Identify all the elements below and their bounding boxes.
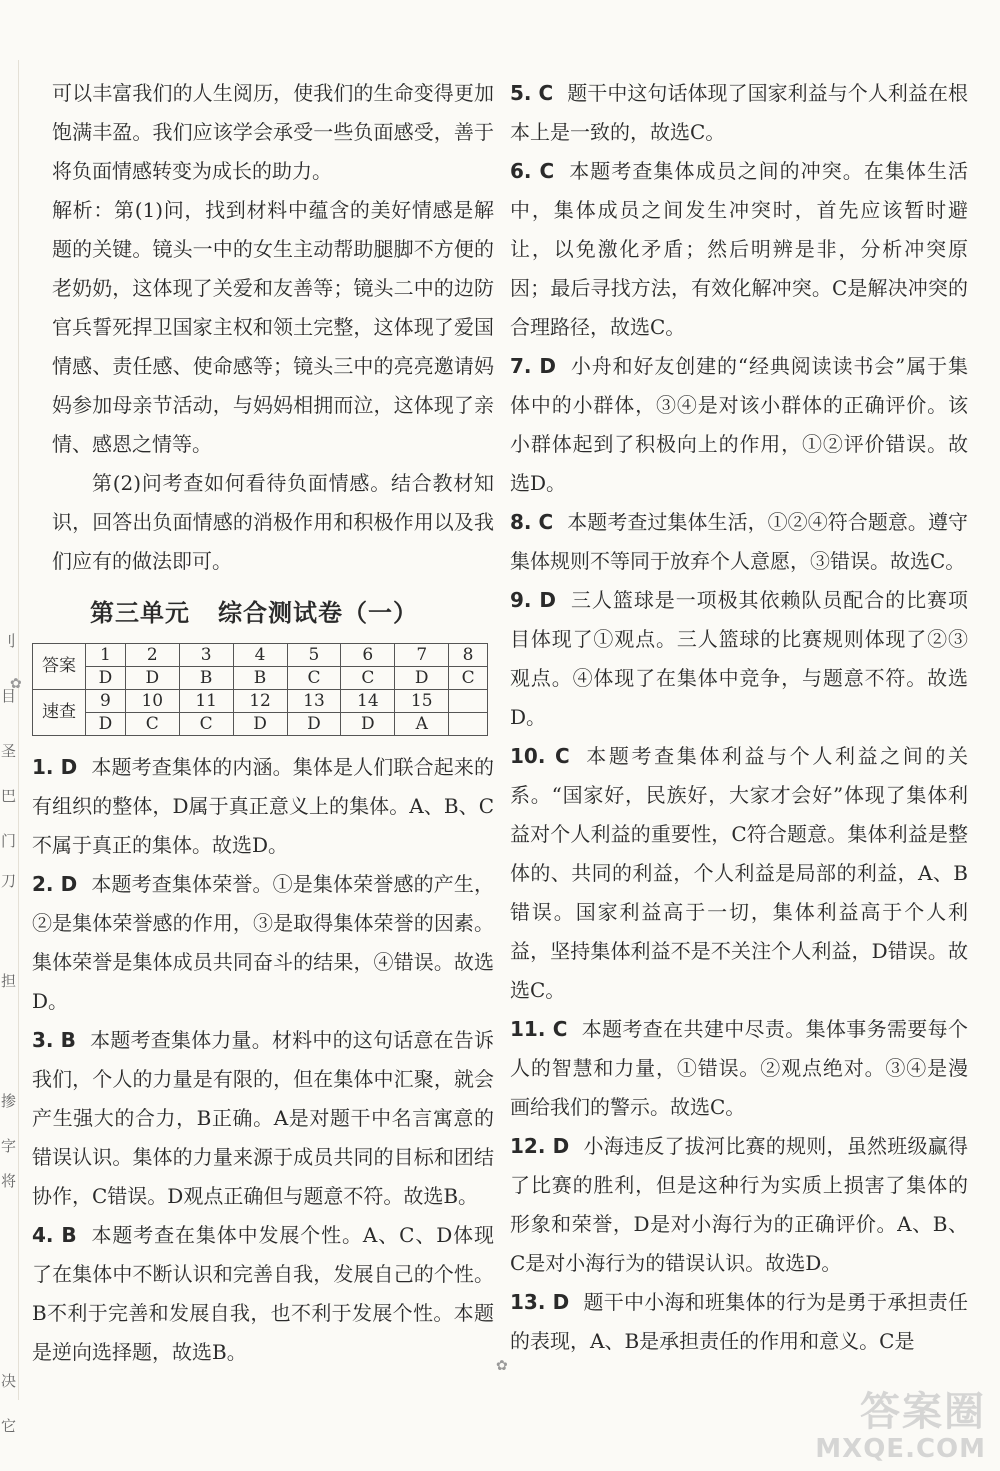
intro-paragraph: 可以丰富我们的人生阅历，使我们的生命变得更加饱满丰盈。我们应该学会承受一些负面感受，善于将负面情感转变为成长的助力。 [52, 81, 494, 183]
margin-char: 目 [1, 687, 17, 705]
answer-item [510, 503, 968, 581]
binding-margin [0, 60, 19, 1435]
watermark-text: 答案圈 [860, 1389, 986, 1435]
table-label-top: 答案 [33, 644, 86, 690]
margin-char: 将 [1, 1172, 17, 1190]
table-cell: 3 [179, 644, 233, 667]
table-cell: 7 [395, 644, 449, 667]
answer-text: 本题考查在共建中尽责。集体事务需要每个人的智慧和力量，①错误。②观点绝对。③④是漫画给我们的警示。故选C。 [510, 1017, 968, 1119]
answer-text: 本题考查集体力量。材料中的这句话意在告诉我们，个人的力量是有限的，但在集体中汇聚，就会产生强大的合力，B正确。A是对题干中名言寓意的错误认识。集体的力量来源于成员共同的目标和团结协作，C错误。D观点正确但与题意不符。故选B。 [32, 1028, 494, 1208]
answer-item [510, 1010, 968, 1127]
answer-text: 三人篮球是一项极其依赖队员配合的比赛项目体现了①观点。三人篮球的比赛规则体现了②③观点。④体现了在集体中竞争，与题意不符。故选D。 [510, 588, 969, 729]
answer-number: 6. C [510, 159, 555, 183]
table-cell: 8 [449, 644, 488, 667]
table-cell [449, 713, 488, 736]
answer-number: 2. D [32, 872, 78, 896]
answer-number: 9. D [510, 588, 557, 612]
watermark-logo [815, 1389, 986, 1463]
answer-text: 本题考查过集体生活，①②④符合题意。遵守集体规则不等同于放弃个人意愿，③错误。故选C。 [510, 510, 969, 573]
table-cell: 2 [125, 644, 179, 667]
table-cell: 11 [179, 690, 233, 713]
table-cell: 15 [395, 690, 449, 713]
table-cell: B [179, 667, 233, 690]
margin-char: 决 [1, 1372, 17, 1390]
margin-char: 巴 [1, 787, 17, 805]
test-title: 综合测试卷（一） [218, 599, 418, 627]
answer-number: 1. D [32, 755, 78, 779]
answer-text: 题干中小海和班集体的行为是勇于承担责任的表现，A、B是承担责任的作用和意义。C是 [510, 1290, 968, 1353]
table-cell: D [86, 667, 126, 690]
answer-item [32, 1021, 494, 1216]
divider-ornament-icon: ✿ [496, 1358, 508, 1374]
table-cell: D [341, 713, 395, 736]
answer-number: 11. C [510, 1017, 568, 1041]
table-cell: 5 [287, 644, 341, 667]
answer-number: 5. C [510, 81, 554, 105]
table-cell: C [125, 713, 179, 736]
table-cell: C [287, 667, 341, 690]
answer-item [510, 152, 968, 347]
table-cell: 14 [341, 690, 395, 713]
answer-item [510, 347, 968, 503]
table-cell: 4 [233, 644, 287, 667]
table-cell: D [86, 713, 126, 736]
margin-char: 刀 [1, 872, 17, 890]
table-cell: 12 [233, 690, 287, 713]
answer-text: 小舟和好友创建的“经典阅读读书会”属于集体中的小群体，③④是对该小群体的正确评价。该小群体起到了积极向上的作用，①②评价错误。故选D。 [510, 354, 969, 495]
answer-number: 13. D [510, 1290, 570, 1314]
answer-text: 本题考查集体利益与个人利益之间的关系。“国家好，民族好，大家才会好”体现了集体利益对个人利益的重要性，C符合题意。集体利益是整体的、共同的利益，个人利益是局部的利益，A、B错误。国家利益高于一切，集体利益高于个人利益，坚持集体利益不是不关注个人利益，D错误。故选C。 [510, 744, 969, 1002]
table-cell: 10 [125, 690, 179, 713]
table-cell: C [341, 667, 395, 690]
table-cell: 13 [287, 690, 341, 713]
margin-char: 它 [1, 1417, 17, 1435]
margin-char: 门 [1, 832, 17, 850]
answer-item [32, 748, 494, 865]
answer-quick-table [32, 643, 488, 736]
answer-text: 本题考查集体成员之间的冲突。在集体生活中，集体成员之间发生冲突时，首先应该暂时避让，以免激化矛盾；然后明辨是非，分析冲突原因；最后寻找方法，有效化解冲突。C是解决冲突的合理路径，故选C。 [510, 159, 969, 339]
table-cell: 9 [86, 690, 126, 713]
table-label-bottom: 速查 [33, 690, 86, 736]
answer-number: 10. C [510, 744, 570, 768]
answer-text: 本题考查集体的内涵。集体是人们联合起来的有组织的整体，D属于真正意义上的集体。A、B、C不属于真正的集体。故选D。 [32, 755, 495, 857]
answer-number: 8. C [510, 510, 554, 534]
table-cell: A [395, 713, 449, 736]
table-cell: D [233, 713, 287, 736]
answer-item [510, 1127, 968, 1283]
table-cell: 6 [341, 644, 395, 667]
table-cell: D [125, 667, 179, 690]
answer-number: 4. B [32, 1223, 77, 1247]
answer-text: 小海违反了拔河比赛的规则，虽然班级赢得了比赛的胜利，但是这种行为实质上损害了集体的形象和荣誉，D是对小海行为的正确评价。A、B、C是对小海行为的错误认识。故选D。 [510, 1134, 968, 1275]
answer-item [510, 1283, 968, 1361]
margin-char: 担 [1, 972, 17, 990]
table-cell: C [179, 713, 233, 736]
answer-number: 7. D [510, 354, 556, 378]
table-cell: B [233, 667, 287, 690]
table-cell [449, 690, 488, 713]
table-cell: D [395, 667, 449, 690]
answer-text: 本题考查在集体中发展个性。A、C、D体现了在集体中不断认识和完善自我，发展自己的个性。B不利于完善和发展自我，也不利于发展个性。本题是逆向选择题，故选B。 [32, 1223, 494, 1364]
table-cell: 1 [86, 644, 126, 667]
divider-ornament-icon: ✿ [10, 676, 22, 692]
analysis-paragraph: 解析：第(1)问，找到材料中蕴含的美好情感是解题的关键。镜头一中的女生主动帮助腿脚不方便的老奶奶，这体现了关爱和友善等；镜头二中的边防官兵誓死捍卫国家主权和领土完整，这体现了爱国情感、责任感、使命感等；镜头三中的亮亮邀请妈妈参加母亲节活动，与妈妈相拥而泣，这体现了亲情、感恩之情等。 [52, 198, 494, 456]
table-cell: D [287, 713, 341, 736]
answer-text: 题干中这句话体现了国家利益与个人利益在根本上是一致的，故选C。 [510, 81, 969, 144]
answer-number: 3. B [32, 1028, 76, 1052]
margin-char: 刂 [1, 632, 17, 650]
margin-char: 掺 [1, 1092, 17, 1110]
section-title [90, 597, 494, 629]
answer-item [510, 737, 968, 1010]
table-cell: C [449, 667, 488, 690]
margin-char: 字 [1, 1137, 17, 1155]
answer-item [32, 865, 494, 1021]
left-column [32, 74, 495, 1372]
unit-name: 第三单元 [90, 599, 190, 627]
margin-char: 圣 [1, 742, 17, 760]
watermark-url: MXQE.COM [815, 1434, 986, 1464]
analysis-paragraph-2: 第(2)问考查如何看待负面情感。结合教材知识，回答出负面情感的消极作用和积极作用以及我们应有的做法即可。 [52, 471, 494, 573]
answer-item [510, 581, 968, 737]
right-column [510, 74, 968, 1361]
answer-item [32, 1216, 494, 1372]
answer-number: 12. D [510, 1134, 570, 1158]
answer-text: 本题考查集体荣誉。①是集体荣誉感的产生，②是集体荣誉感的作用，③是取得集体荣誉的因素。集体荣誉是集体成员共同奋斗的结果，④错误。故选D。 [32, 872, 495, 1013]
answer-item [510, 74, 968, 152]
